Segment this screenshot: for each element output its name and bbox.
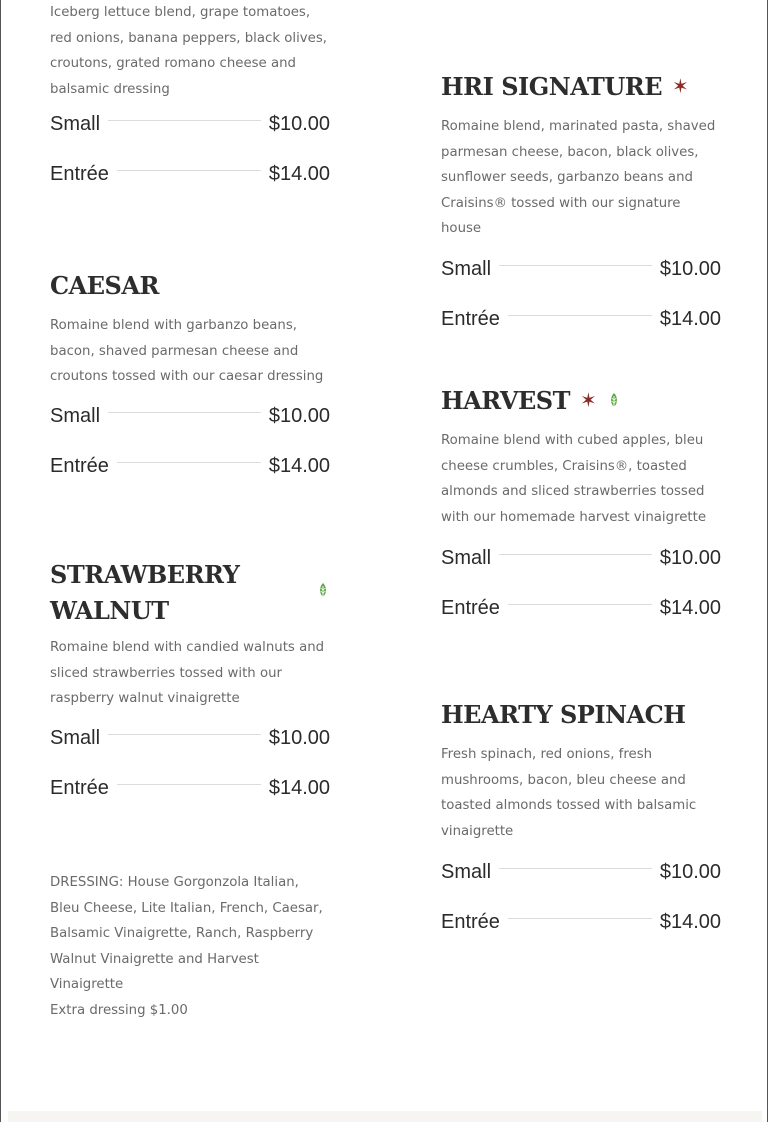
price-leader bbox=[499, 868, 652, 869]
price-row-small bbox=[441, 245, 721, 295]
price-leader bbox=[117, 170, 261, 171]
size-label: Entrée bbox=[50, 162, 109, 185]
price-leader bbox=[508, 604, 652, 605]
price-leader bbox=[108, 734, 261, 735]
footer-strip bbox=[8, 1111, 762, 1122]
size-label: Small bbox=[441, 258, 492, 281]
star-icon: ✶ bbox=[672, 76, 689, 98]
item-description: Fresh spinach, red onions, fresh mushrooms, bacon, bleu cheese and toasted almonds tossed with balsamic vinaigrette bbox=[441, 747, 697, 839]
leaf-icon bbox=[316, 582, 330, 600]
price-row-small bbox=[50, 714, 330, 764]
size-label: Small bbox=[50, 405, 101, 428]
extra-dressing: Extra dressing $1.00 bbox=[50, 1002, 188, 1018]
price: $10.00 bbox=[659, 860, 721, 883]
price-row-small bbox=[441, 533, 721, 583]
size-label: Small bbox=[441, 860, 492, 883]
size-label: Entrée bbox=[441, 910, 500, 933]
price: $14.00 bbox=[659, 308, 721, 331]
price: $10.00 bbox=[268, 405, 330, 428]
item-description: Romaine blend with cubed apples, bleu cheese crumbles, Craisins®, toasted almonds and sliced strawberries tossed with our homemade harvest vinaigrette bbox=[441, 433, 707, 525]
price: $10.00 bbox=[659, 546, 721, 569]
item-description: Romaine blend, marinated pasta, shaved parmesan cheese, bacon, black olives, sunflower seeds, garbanzo beans and Craisins® tossed with our signature house bbox=[441, 119, 716, 237]
size-label: Entrée bbox=[50, 455, 109, 478]
price-row-entree bbox=[441, 583, 721, 633]
size-label: Entrée bbox=[441, 308, 500, 331]
price-row-entree bbox=[441, 295, 721, 345]
item-title: HARVEST bbox=[441, 386, 570, 415]
price-leader bbox=[499, 554, 652, 555]
size-label: Entrée bbox=[441, 596, 500, 619]
price: $14.00 bbox=[268, 455, 330, 478]
item-title: CAESAR bbox=[50, 271, 159, 300]
price-leader bbox=[117, 784, 261, 785]
item-title: STRAWBERRY WALNUT bbox=[50, 560, 240, 625]
menu-item-partial bbox=[50, 0, 330, 199]
price: $10.00 bbox=[268, 112, 330, 135]
price-row-small bbox=[50, 99, 330, 149]
title-row bbox=[50, 557, 330, 629]
price: $14.00 bbox=[268, 162, 330, 185]
price-row-entree bbox=[50, 442, 330, 492]
price-row-entree bbox=[441, 897, 721, 947]
price-leader bbox=[117, 462, 261, 463]
price-leader bbox=[108, 412, 261, 413]
size-label: Small bbox=[441, 546, 492, 569]
item-description: Romaine blend with candied walnuts and sliced strawberries tossed with our raspberry walnut vinaigrette bbox=[50, 640, 325, 707]
item-description: Romaine blend with garbanzo beans, bacon, shaved parmesan cheese and croutons tossed with our caesar dressing bbox=[50, 318, 324, 385]
size-label: Small bbox=[50, 727, 101, 750]
item-title: HEARTY SPINACH bbox=[441, 700, 686, 729]
price: $10.00 bbox=[268, 727, 330, 750]
price: $14.00 bbox=[659, 910, 721, 933]
price-row-entree bbox=[50, 764, 330, 814]
leaf-icon bbox=[607, 392, 621, 410]
dressing-note bbox=[50, 870, 330, 1024]
menu-item-hri-signature bbox=[441, 69, 721, 345]
price-row-entree bbox=[50, 149, 330, 199]
menu-item-strawberry-walnut bbox=[50, 557, 330, 814]
item-description: Iceberg lettuce blend, grape tomatoes, red onions, banana peppers, black olives, croutons, grated romano cheese and balsamic dressing bbox=[50, 5, 327, 97]
price-leader bbox=[108, 120, 261, 121]
price: $10.00 bbox=[659, 258, 721, 281]
title-row bbox=[441, 69, 721, 105]
menu-item-hearty-spinach bbox=[441, 697, 721, 947]
star-icon: ✶ bbox=[580, 390, 597, 412]
size-label: Small bbox=[50, 112, 101, 135]
size-label: Entrée bbox=[50, 777, 109, 800]
price: $14.00 bbox=[268, 777, 330, 800]
dressing-list: DRESSING: House Gorgonzola Italian, Bleu Cheese, Lite Italian, French, Caesar, Balsamic Vinaigrette, Ranch, Raspberry Walnut Vinaigrette and Harvest Vinaigrette bbox=[50, 875, 323, 993]
price-row-small bbox=[50, 392, 330, 442]
menu-item-harvest bbox=[441, 383, 721, 633]
price-leader bbox=[508, 918, 652, 919]
title-row bbox=[441, 383, 721, 419]
price-leader bbox=[508, 315, 652, 316]
item-title: HRI SIGNATURE bbox=[441, 72, 663, 101]
menu-item-caesar bbox=[50, 268, 330, 492]
price-leader bbox=[499, 265, 652, 266]
price-row-small bbox=[441, 847, 721, 897]
price: $14.00 bbox=[659, 596, 721, 619]
